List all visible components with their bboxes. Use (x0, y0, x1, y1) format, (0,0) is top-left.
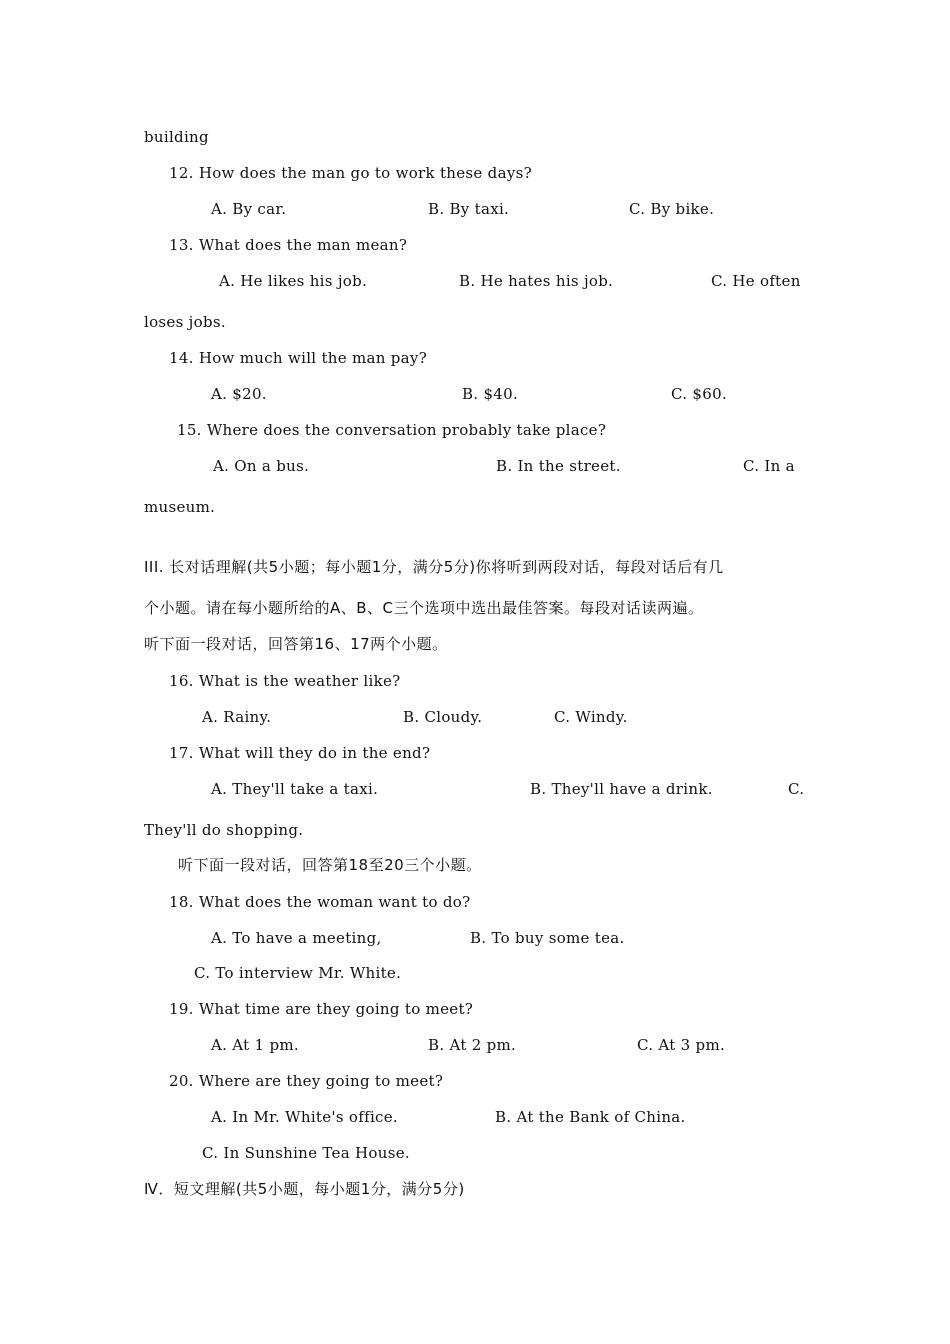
question-15: 15. Where does the conversation probably take place? (177, 421, 607, 439)
option-15-a: A. On a bus. (213, 457, 310, 475)
option-16-c: C. Windy. (554, 708, 628, 726)
option-12-a: A. By car. (211, 200, 287, 218)
option-18-b: B. To buy some tea. (470, 929, 625, 947)
question-19: 19. What time are they going to meet? (169, 1000, 474, 1018)
option-14-a: A. $20. (211, 385, 267, 403)
option-18-a: A. To have a meeting, (211, 929, 382, 947)
option-19-c: C. At 3 pm. (637, 1036, 726, 1054)
question-20: 20. Where are they going to meet? (169, 1072, 444, 1090)
option-15-c-cont: museum. (144, 498, 216, 516)
option-16-b: B. Cloudy. (403, 708, 483, 726)
question-12: 12. How does the man go to work these days? (169, 164, 532, 182)
option-19-b: B. At 2 pm. (428, 1036, 517, 1054)
option-15-b: B. In the street. (496, 457, 621, 475)
option-20-c: C. In Sunshine Tea House. (202, 1144, 410, 1162)
option-15-c: C. In a (743, 457, 795, 475)
question-14: 14. How much will the man pay? (169, 349, 428, 367)
option-16-a: A. Rainy. (202, 708, 272, 726)
option-13-c-cont: loses jobs. (144, 313, 226, 331)
option-13-a: A. He likes his job. (219, 272, 368, 290)
option-12-c: C. By bike. (629, 200, 715, 218)
option-20-b: B. At the Bank of China. (495, 1108, 686, 1126)
option-12-b: B. By taxi. (428, 200, 510, 218)
option-13-c: C. He often (711, 272, 801, 290)
option-14-b: B. $40. (462, 385, 519, 403)
option-14-c: C. $60. (671, 385, 727, 403)
section-3-instructions: III. 长对话理解(共5小题；每小题1分，满分5分)你将听到两段对话，每段对话后有几 (144, 558, 724, 576)
dialogue-intro-2: 听下面一段对话，回答第18至20三个小题。 (178, 856, 482, 874)
dialogue-intro-1: 听下面一段对话，回答第16、17两个小题。 (144, 635, 448, 653)
option-17-a: A. They'll take a taxi. (211, 780, 379, 798)
question-17: 17. What will they do in the end? (169, 744, 431, 762)
section-4-heading: Ⅳ．短文理解(共5小题，每小题1分，满分5分) (144, 1180, 465, 1198)
option-18-c: C. To interview Mr. White. (194, 964, 402, 982)
option-17-c: C. (788, 780, 805, 798)
question-18: 18. What does the woman want to do? (169, 893, 471, 911)
option-20-a: A. In Mr. White's office. (211, 1108, 398, 1126)
option-17-b: B. They'll have a drink. (530, 780, 713, 798)
question-13: 13. What does the man mean? (169, 236, 408, 254)
text-line: building (144, 128, 209, 146)
option-13-b: B. He hates his job. (459, 272, 614, 290)
section-3-instructions-cont: 个小题。请在每小题所给的A、B、C三个选项中选出最佳答案。每段对话读两遍。 (144, 599, 704, 617)
question-16: 16. What is the weather like? (169, 672, 401, 690)
option-19-a: A. At 1 pm. (211, 1036, 299, 1054)
option-17-c-cont: They'll do shopping. (144, 821, 304, 839)
